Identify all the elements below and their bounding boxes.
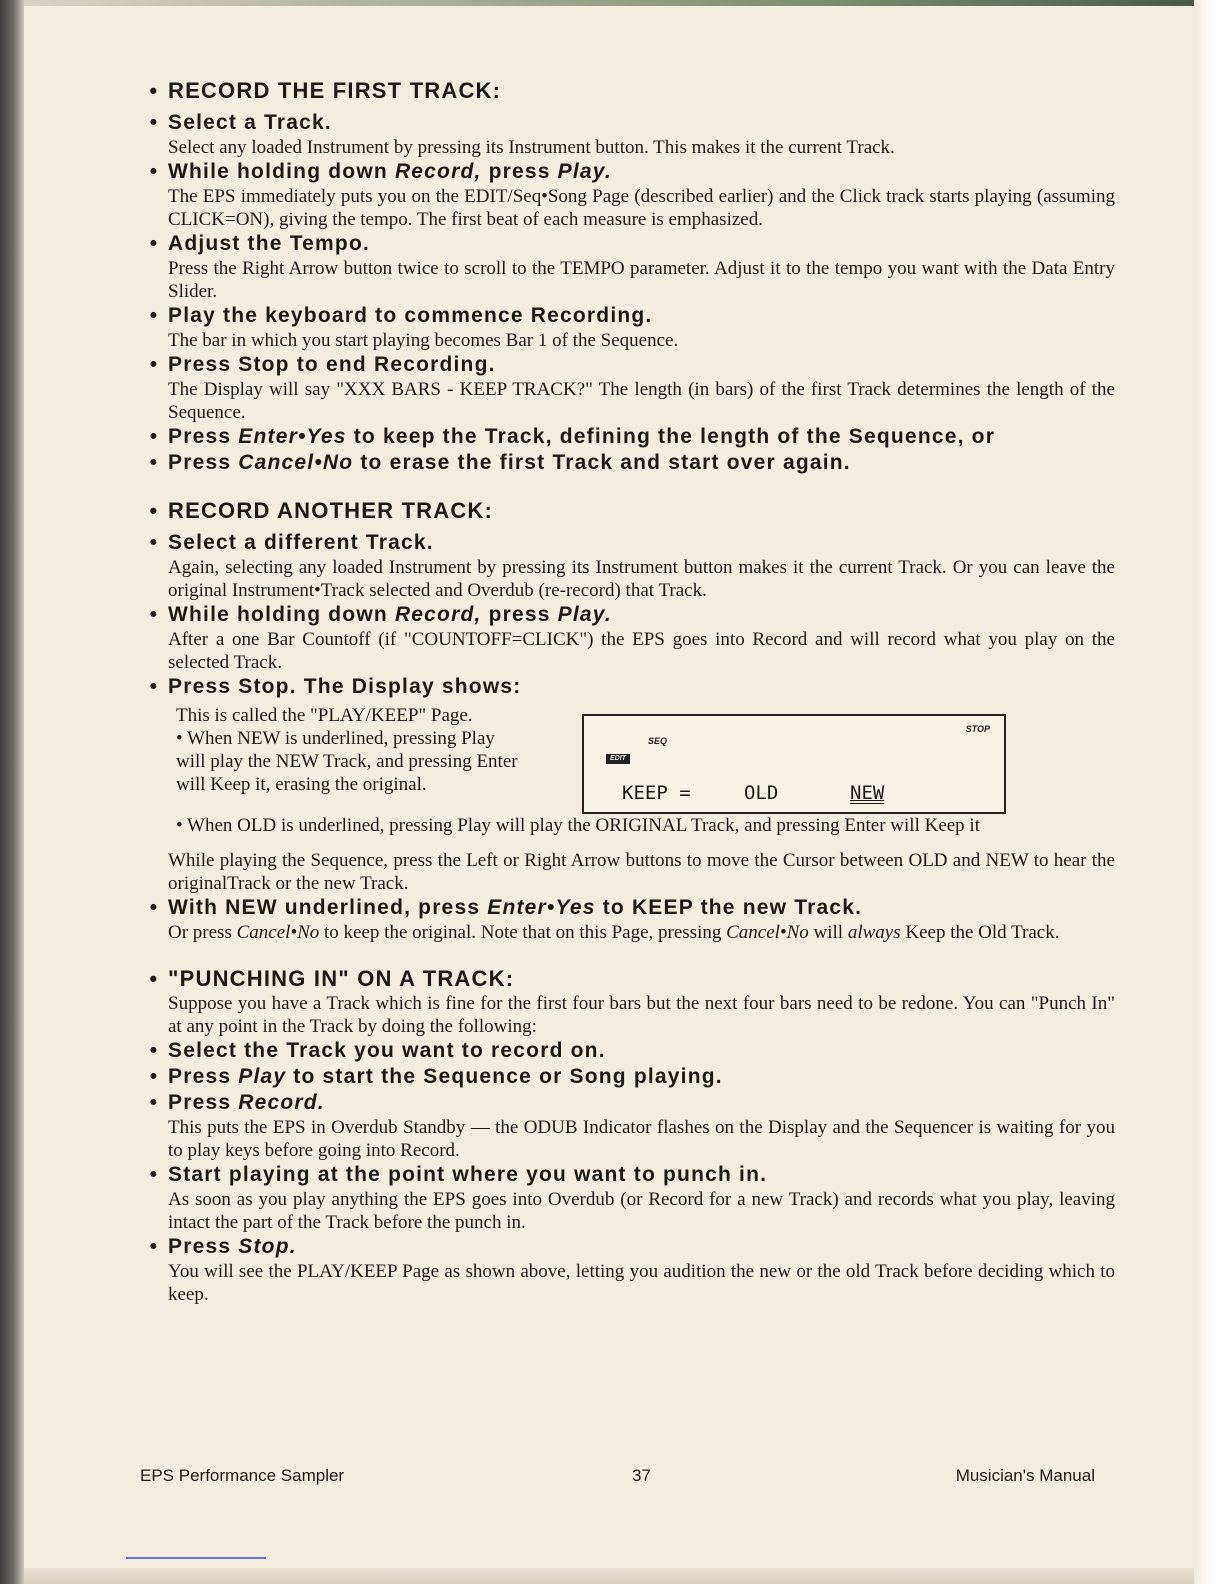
step-title: • Start playing at the point where you want to punch in. (149, 1163, 768, 1186)
step-text: Again, selecting any loaded Instrument by pressing its Instrument button makes it the current Track. Or you can leave the original Instrument•Track selected and Overdub (re-record) that Track. (168, 557, 1115, 601)
step-text: The Display will say "XXX BARS - KEEP TRACK?" The length (in bars) of the first Track determines the length of the Sequence. (168, 379, 1115, 423)
step-text: The EPS immediately puts you on the EDIT/Seq•Song Page (described earlier) and the Click track starts playing (assuming CLICK=ON), giving the tempo. The first beat of each measure is emphasized. (168, 186, 1115, 230)
step-text: After a one Bar Countoff (if "COUNTOFF=CLICK") the EPS goes into Record and will record what you play on the selected Track. (168, 629, 1115, 673)
section-heading: • "PUNCHING IN" ON A TRACK: (149, 966, 515, 991)
step-title: • Press Play to start the Sequence or Song playing. (149, 1065, 723, 1088)
display-explanation (176, 704, 1115, 814)
book-spine (0, 0, 24, 1584)
step-text: You will see the PLAY/KEEP Page as shown above, letting you audition the new or the old Track before deciding which to keep. (168, 1261, 1115, 1305)
footer-title: EPS Performance Sampler (140, 1466, 345, 1485)
step-title: • Adjust the Tempo. (149, 232, 371, 255)
section-heading: • RECORD ANOTHER TRACK: (149, 498, 494, 523)
step-title: • While holding down Record, press Play. (149, 603, 612, 626)
footer-manual: Musician's Manual (955, 1466, 1095, 1485)
step-text: This puts the EPS in Overdub Standby — the ODUB Indicator flashes on the Display and the Sequencer is waiting for you to play keys before going into Record. (168, 1117, 1115, 1161)
display-new: NEW (850, 782, 885, 804)
page-content (140, 78, 1115, 1306)
step-title: • While holding down Record, press Play. (149, 160, 612, 183)
blue-mark (126, 1557, 266, 1559)
step-text: As soon as you play anything the EPS goes into Overdub (or Record for a new Track) and records what you play, leaving intact the part of the Track before the punch in. (168, 1189, 1115, 1233)
bottom-edge (24, 1568, 1194, 1584)
step-title: • Press Enter•Yes to keep the Track, defining the length of the Sequence, or (149, 425, 996, 448)
page-edge (1194, 0, 1224, 1584)
step-text: Or press Cancel•No to keep the original. Note that on this Page, pressing Cancel•No will always Keep the Old Track. (168, 922, 1060, 943)
step-title: • Press Record. (149, 1091, 325, 1114)
section-intro: Suppose you have a Track which is fine for the first four bars but the next four bars need to be redone. You can "Punch In" at any point in the Track by doing the following: (168, 993, 1115, 1037)
page-number: 37 (632, 1466, 651, 1485)
section-heading: • RECORD THE FIRST TRACK: (149, 78, 502, 103)
step-title: • With NEW underlined, press Enter•Yes to KEEP the new Track. (149, 896, 863, 919)
step-text: While playing the Sequence, press the Left or Right Arrow buttons to move the Cursor between OLD and NEW to hear the originalTrack or the new Track. (168, 850, 1115, 894)
step-title: • Select a different Track. (149, 531, 434, 554)
display-new-note: • When NEW is underlined, pressing Play will play the NEW Track, and pressing Enter will Keep it, erasing the original. (176, 728, 518, 795)
step-title: • Select the Track you want to record on. (149, 1039, 606, 1062)
display-intro: This is called the "PLAY/KEEP" Page. (176, 705, 473, 726)
display-old: OLD (744, 782, 779, 804)
lcd-display (582, 714, 1006, 814)
step-text: The bar in which you start playing becomes Bar 1 of the Sequence. (168, 330, 679, 351)
top-edge (24, 0, 1194, 6)
display-keep: KEEP = (622, 782, 691, 804)
step-title: • Press Cancel•No to erase the first Track and start over again. (149, 451, 851, 474)
display-stop: STOP (965, 724, 990, 734)
display-text (176, 704, 526, 814)
step-title: • Press Stop. The Display shows: (149, 675, 522, 698)
step-title: • Play the keyboard to commence Recording. (149, 304, 653, 327)
step-title: • Select a Track. (149, 111, 332, 134)
display-seq: SEQ (648, 736, 668, 746)
display-edit: EDIT (606, 754, 630, 764)
display-old-note: • When OLD is underlined, pressing Play will play the ORIGINAL Track, and pressing Enter will Keep it (176, 815, 980, 836)
step-title: • Press Stop to end Recording. (149, 353, 496, 376)
step-text: Select any loaded Instrument by pressing its Instrument button. This makes it the current Track. (168, 137, 895, 158)
step-title: • Press Stop. (149, 1235, 297, 1258)
step-text: Press the Right Arrow button twice to scroll to the TEMPO parameter. Adjust it to the tempo you want with the Data Entry Slider. (168, 258, 1115, 302)
